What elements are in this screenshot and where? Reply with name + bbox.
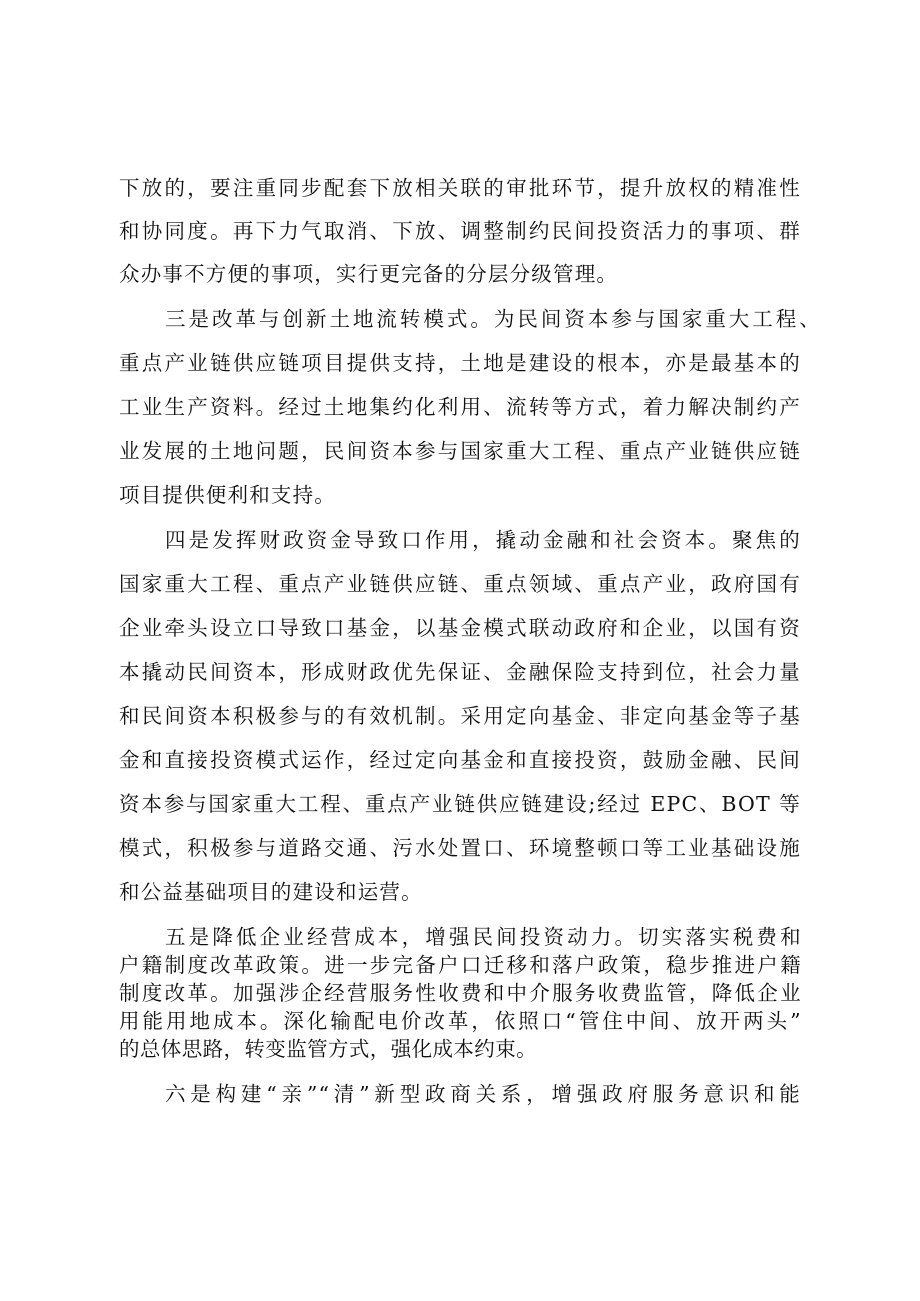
text-line-23: 六是构建“亲”“清”新型政商关系，增强政府服务意识和能 <box>165 1082 801 1106</box>
text-line-6: 工业生产资料。经过土地集约化利用、流转等方式，着力解决制约产 <box>119 395 801 419</box>
text-line-8: 项目提供便利和支持。 <box>119 483 336 507</box>
text-line-2: 和协同度。再下力气取消、下放、调整制约民间投资活力的事项、群 <box>119 219 801 243</box>
text-line-17: 和公益基础项目的建设和运营。 <box>119 880 423 904</box>
text-line-22: 的总体思路，转变监管方式，强化成本约束。 <box>119 1037 537 1061</box>
text-line-15: 资本参与国家重大工程、重点产业链供应链建设;经过 EPC、BOT 等 <box>119 792 801 816</box>
text-line-5: 重点产业链供应链项目提供支持，土地是建设的根本，亦是最基本的 <box>119 351 801 375</box>
text-line-3: 众办事不方便的事项，实行更完备的分层分级管理。 <box>119 262 619 286</box>
text-line-13: 和民间资本积极参与的有效机制。采用定向基金、非定向基金等子基 <box>119 704 801 728</box>
text-line-11: 企业牵头设立口导致口基金，以基金模式联动政府和企业，以国有资 <box>119 616 801 640</box>
text-line-16: 模式，积极参与道路交通、污水处置口、环境整顿口等工业基础设施 <box>119 836 801 860</box>
text-line-10: 国家重大工程、重点产业链供应链、重点领域、重点产业，政府国有 <box>119 572 801 596</box>
text-line-1: 下放的，要注重同步配套下放相关联的审批环节，提升放权的精准性 <box>119 176 801 200</box>
text-line-7: 业发展的土地问题，民间资本参与国家重大工程、重点产业链供应链 <box>119 439 801 463</box>
text-line-4: 三是改革与创新土地流转模式。为民间资本参与国家重大工程、 <box>165 307 821 331</box>
text-line-9: 四是发挥财政资金导致口作用，撬动金融和社会资本。聚焦的 <box>165 528 801 552</box>
text-line-12: 本撬动民间资本，形成财政优先保证、金融保险支持到位，社会力量 <box>119 660 801 684</box>
text-line-20: 制度改革。加强涉企经营服务性收费和中介服务收费监管，降低企业 <box>119 981 801 1005</box>
text-line-19: 户籍制度改革政策。进一步完备户口迁移和落户政策，稳步推进户籍 <box>119 953 801 977</box>
text-line-18: 五是降低企业经营成本，增强民间投资动力。切实落实税费和 <box>165 925 801 949</box>
text-line-21: 用能用地成本。深化输配电价改革，依照口“管住中间、放开两头” <box>119 1009 801 1033</box>
text-line-14: 金和直接投资模式运作，经过定向基金和直接投资，鼓励金融、民间 <box>119 748 801 772</box>
